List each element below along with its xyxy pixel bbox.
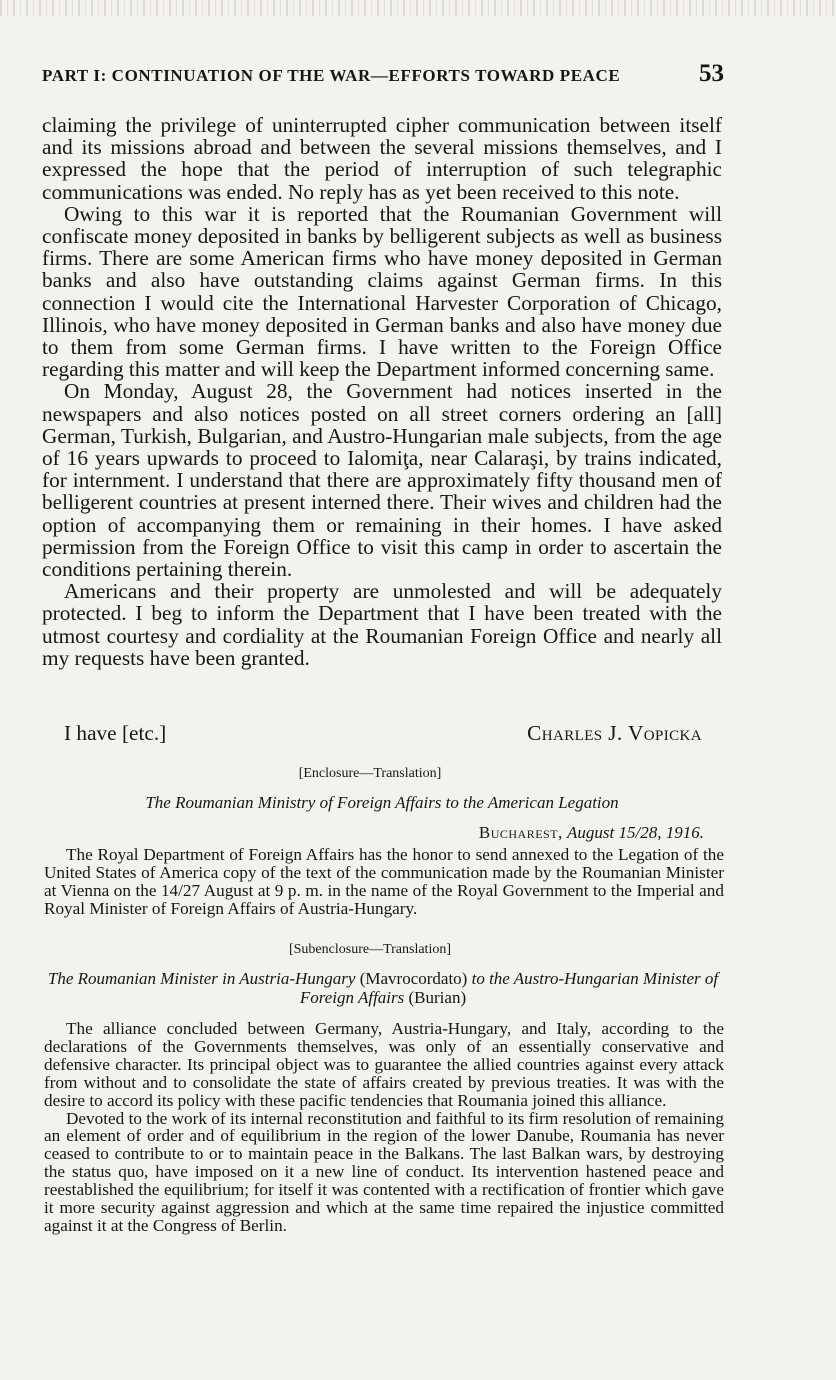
running-header: PART I: CONTINUATION OF THE WAR—EFFORTS TOWARD PEACE <box>42 66 621 85</box>
subenclosure-title <box>42 970 724 1007</box>
subenclosure-title-part-a: The Roumanian Minister in Austria-Hungary <box>47 969 356 988</box>
letter-body <box>42 114 722 669</box>
enclosure-dateline <box>479 823 704 843</box>
enclosure-text <box>44 846 724 918</box>
enclosure-paragraph: The Royal Department of Foreign Affairs has the honor to send annexed to the Legation of the United States of America copy of the text of the communication made by the Roumanian Minister at Vienna on the 14/27 August at 9 p. m. in the name of the Royal Government to the Imperial and Royal Minister of Foreign Affairs of Austria-Hungary. <box>44 845 724 918</box>
enclosure-label: [Enclosure—Translation] <box>298 766 442 781</box>
subenclosure-recipient-name: (Burian) <box>408 987 467 1007</box>
page-number: 53 <box>699 60 724 87</box>
subenclosure-title-part-b: to the Austro-Hungarian Minister of Foreign Affairs <box>299 969 719 1007</box>
dateline-place: Bucharest, <box>478 823 563 842</box>
scan-edge-noise <box>0 0 836 16</box>
signature: Charles J. Vopicka <box>527 721 702 745</box>
closing-formula: I have [etc.] <box>64 721 167 745</box>
enclosure-title: The Roumanian Ministry of Foreign Affairs to the American Legation <box>145 793 619 812</box>
letter-signoff <box>64 722 702 744</box>
letter-paragraph: claiming the privilege of uninterrupted cipher communication between itself and its missions abroad and between the several missions themselves, and I expressed the hope that the period of interruption of such telegraphic communications was ended. No reply has as yet been received to this note. <box>42 113 722 204</box>
subenclosure-text <box>44 1020 724 1235</box>
subenclosure-paragraph: The alliance concluded between Germany, Austria-Hungary, and Italy, according to the declarations of the Governments themselves, was only of an essentially conservative and defensive character. Its principal object was to guarantee the allied countries against every attack from without and to consolidate the state of affairs created by previous treaties. It was with the desire to accord its policy with these pacific tendencies that Roumania joined this alliance. <box>44 1019 724 1110</box>
letter-paragraph: Owing to this war it is reported that the Roumanian Government will confiscate money deposited in banks by belligerent subjects as well as business firms. There are some American firms who have money deposited in German banks and also have outstanding claims against German firms. In this connection I would cite the International Harvester Corporation of Chicago, Illinois, who have money deposited in German banks and also have money due to them from some German firms. I have written to the Foreign Office regarding this matter and will keep the Department informed concerning same. <box>42 201 722 382</box>
dateline-date: August 15/28, 1916. <box>567 823 704 842</box>
subenclosure-paragraph: Devoted to the work of its internal reconstitution and faithful to its firm resolution of remaining an element of order and of equilibrium in the region of the lower Danube, Roumania has never ceased to contribute to or to maintain peace in the Balkans. The last Balkan wars, by destroying the status quo, have imposed on it a new line of conduct. Its intervention hastened peace and reestablished the equilibrium; for itself it was contented with a rectification of frontier which gave it more security against aggression and which at the same time repaired the injustice committed against it at the Congress of Berlin. <box>44 1108 724 1235</box>
subenclosure-label: [Subenclosure—Translation] <box>288 942 452 957</box>
letter-paragraph: Americans and their property are unmolested and will be adequately protected. I beg to inform the Department that I have been treated with the utmost courtesy and cordiality at the Roumanian Foreign Office and nearly all my requests have been granted. <box>42 579 722 670</box>
subenclosure-sender-name: (Mavrocordato) <box>359 969 468 988</box>
letter-paragraph: On Monday, August 28, the Government had notices inserted in the newspapers and also notices posted on all street corners ordering an [all] German, Turkish, Bulgarian, and Austro-Hungarian male subjects, from the age of 16 years upwards to proceed to Ialomiţa, near Calaraşi, by trains indicated, for internment. I understand that there are approximately fifty thousand men of belligerent countries at present interned there. Their wives and children had the option of accompanying them or remaining in their homes. I have asked permission from the Foreign Office to visit this camp in order to ascertain the conditions pertaining therein. <box>42 379 722 582</box>
